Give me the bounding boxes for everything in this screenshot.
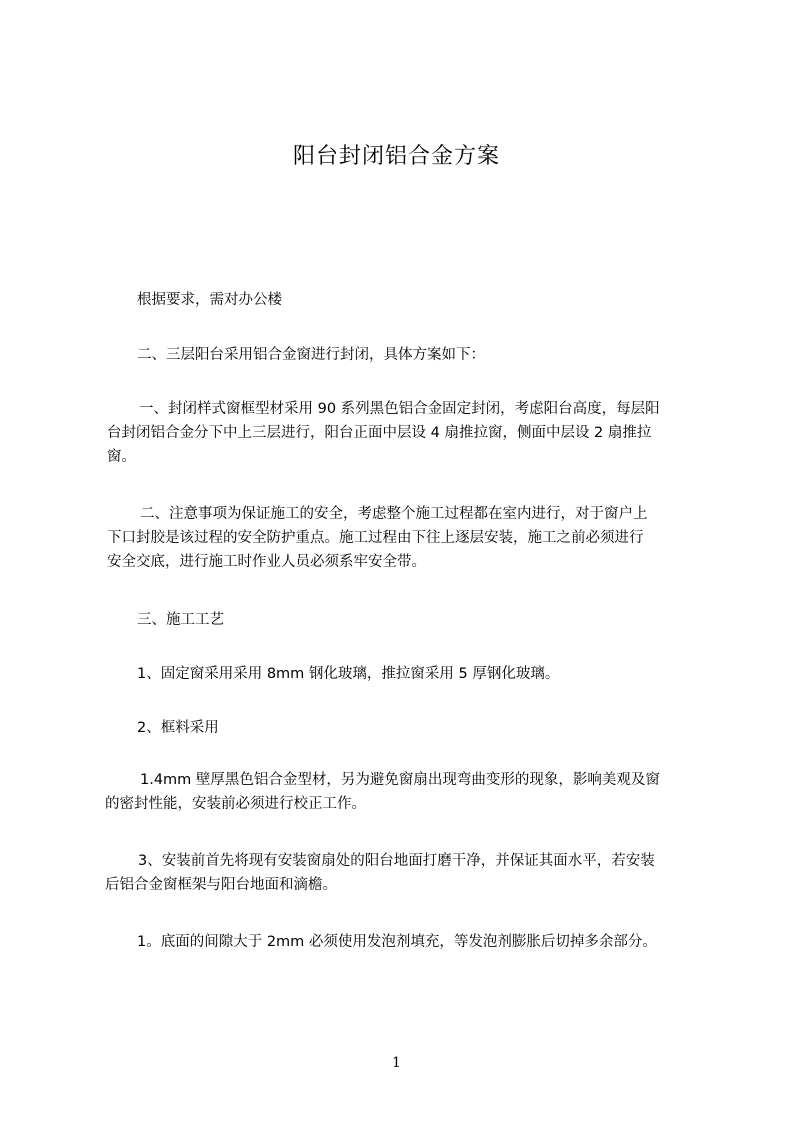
text-line: 二、三层阳台采用铝合金窗进行封闭，具体方案如下： [137, 347, 485, 363]
text-line: 3、安装前首先将现有安装窗扇处的阳台地面打磨干净，并保证其面水平，若安装 [138, 853, 655, 869]
text-line: 根据要求，需对办公楼 [137, 292, 282, 308]
paragraph-3 [107, 397, 660, 469]
text-line: 1.4mm 壁厚黑色铝合金型材，另为避免窗扇出现弯曲变形的现象，影响美观及窗 [140, 772, 660, 788]
paragraph-8 [105, 768, 660, 816]
text-line: 一、封闭样式窗框型材采用 90 系列黑色铝合金固定封闭，考虑阳台高度，每层阳 [139, 401, 660, 417]
paragraph-10 [137, 930, 657, 954]
text-line: 1、固定窗采用采用 8mm 钢化玻璃，推拉窗采用 5 厚钢化玻璃。 [137, 666, 560, 682]
text-line: 的密封性能，安装前必须进行校正工作。 [105, 796, 366, 812]
text-line: 二、注意事项为保证施工的安全，考虑整个施工过程都在室内进行，对于窗户上 [140, 506, 648, 522]
text-line: 三、施工工艺 [137, 612, 224, 628]
text-line: 安全交底，进行施工时作业人员必须系牢安全带。 [107, 554, 426, 570]
paragraph-4 [107, 502, 648, 574]
page-number: 1 [392, 1055, 401, 1071]
paragraph-2 [137, 343, 485, 367]
paragraph-6 [137, 662, 559, 686]
text-line: 1。底面的间隙大于 2mm 必须使用发泡剂填充，等发泡剂膨胀后切掉多余部分。 [137, 934, 657, 950]
document-title: 阳台封闭铝合金方案 [292, 144, 500, 169]
text-line: 下口封胶是该过程的安全防护重点。施工过程由下往上逐层安装，施工之前必须进行 [107, 530, 644, 546]
text-line: 窗。 [107, 449, 136, 465]
text-line: 台封闭铝合金分下中上三层进行，阳台正面中层设 4 扇推拉窗，侧面中层设 2 扇推拉 [107, 425, 652, 441]
paragraph-7 [137, 716, 219, 740]
text-line: 后铝合金窗框架与阳台地面和滴檐。 [105, 877, 337, 893]
paragraph-9 [105, 849, 655, 897]
text-line: 2、框料采用 [137, 720, 219, 736]
paragraph-5 [137, 608, 224, 632]
paragraph-1 [137, 288, 282, 312]
